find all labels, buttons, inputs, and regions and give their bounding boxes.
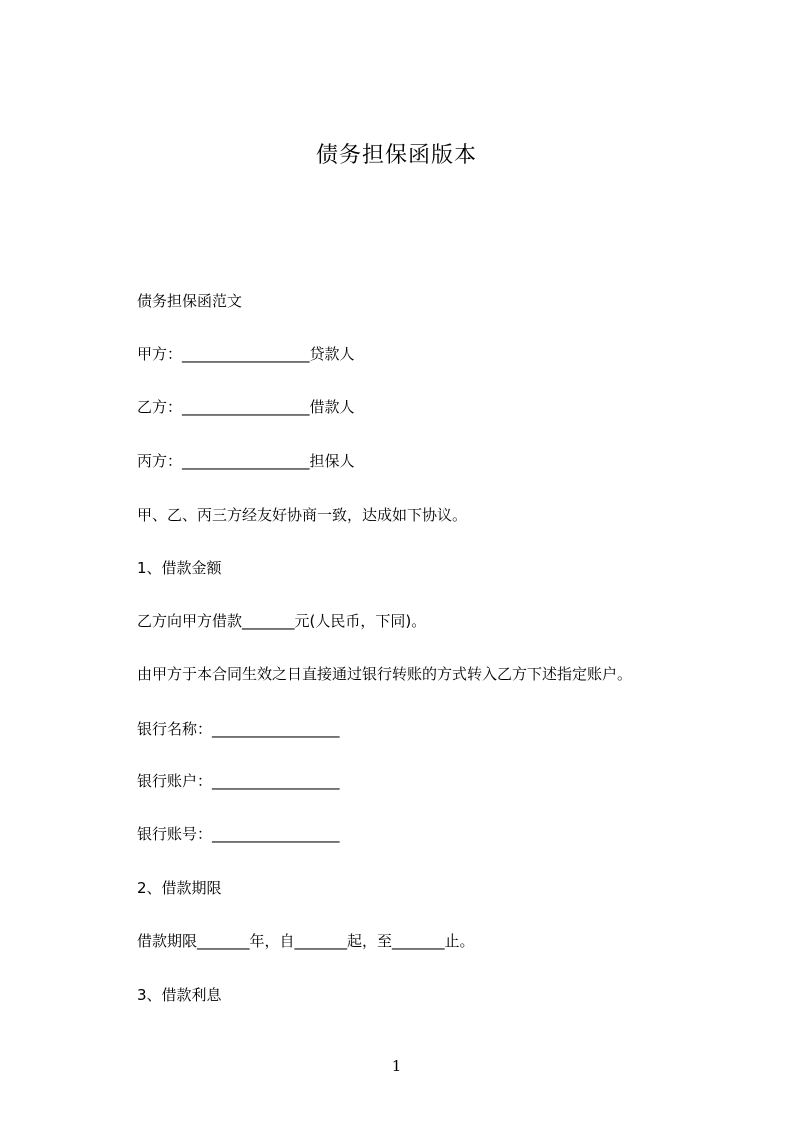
page-number: 1 — [391, 1057, 402, 1075]
document-title: 债务担保函版本 — [315, 143, 477, 168]
loan-amount-line: 乙方向甲方借款_______元(人民币，下同)。 — [137, 612, 427, 630]
section-heading-loan-term: 2、借款期限 — [137, 879, 222, 897]
bank-name-line: 银行名称：_________________ — [137, 720, 340, 738]
section-heading-loan-interest: 3、借款利息 — [137, 986, 222, 1004]
bank-account-line: 银行账户：_________________ — [137, 772, 340, 790]
party-a-line: 甲方：_________________贷款人 — [137, 345, 355, 363]
subtitle-line: 债务担保函范文 — [137, 292, 243, 310]
agreement-intro-line: 甲、乙、丙三方经友好协商一致，达成如下协议。 — [137, 506, 468, 524]
party-b-line: 乙方：_________________借款人 — [137, 398, 355, 416]
transfer-method-line: 由甲方于本合同生效之日直接通过银行转账的方式转入乙方下述指定账户。 — [137, 665, 633, 683]
bank-account-number-line: 银行账号：_________________ — [137, 825, 340, 843]
party-c-line: 丙方：_________________担保人 — [137, 452, 355, 470]
section-heading-loan-amount: 1、借款金额 — [137, 559, 222, 577]
loan-term-line: 借款期限_______年，自_______起，至_______止。 — [137, 932, 475, 950]
